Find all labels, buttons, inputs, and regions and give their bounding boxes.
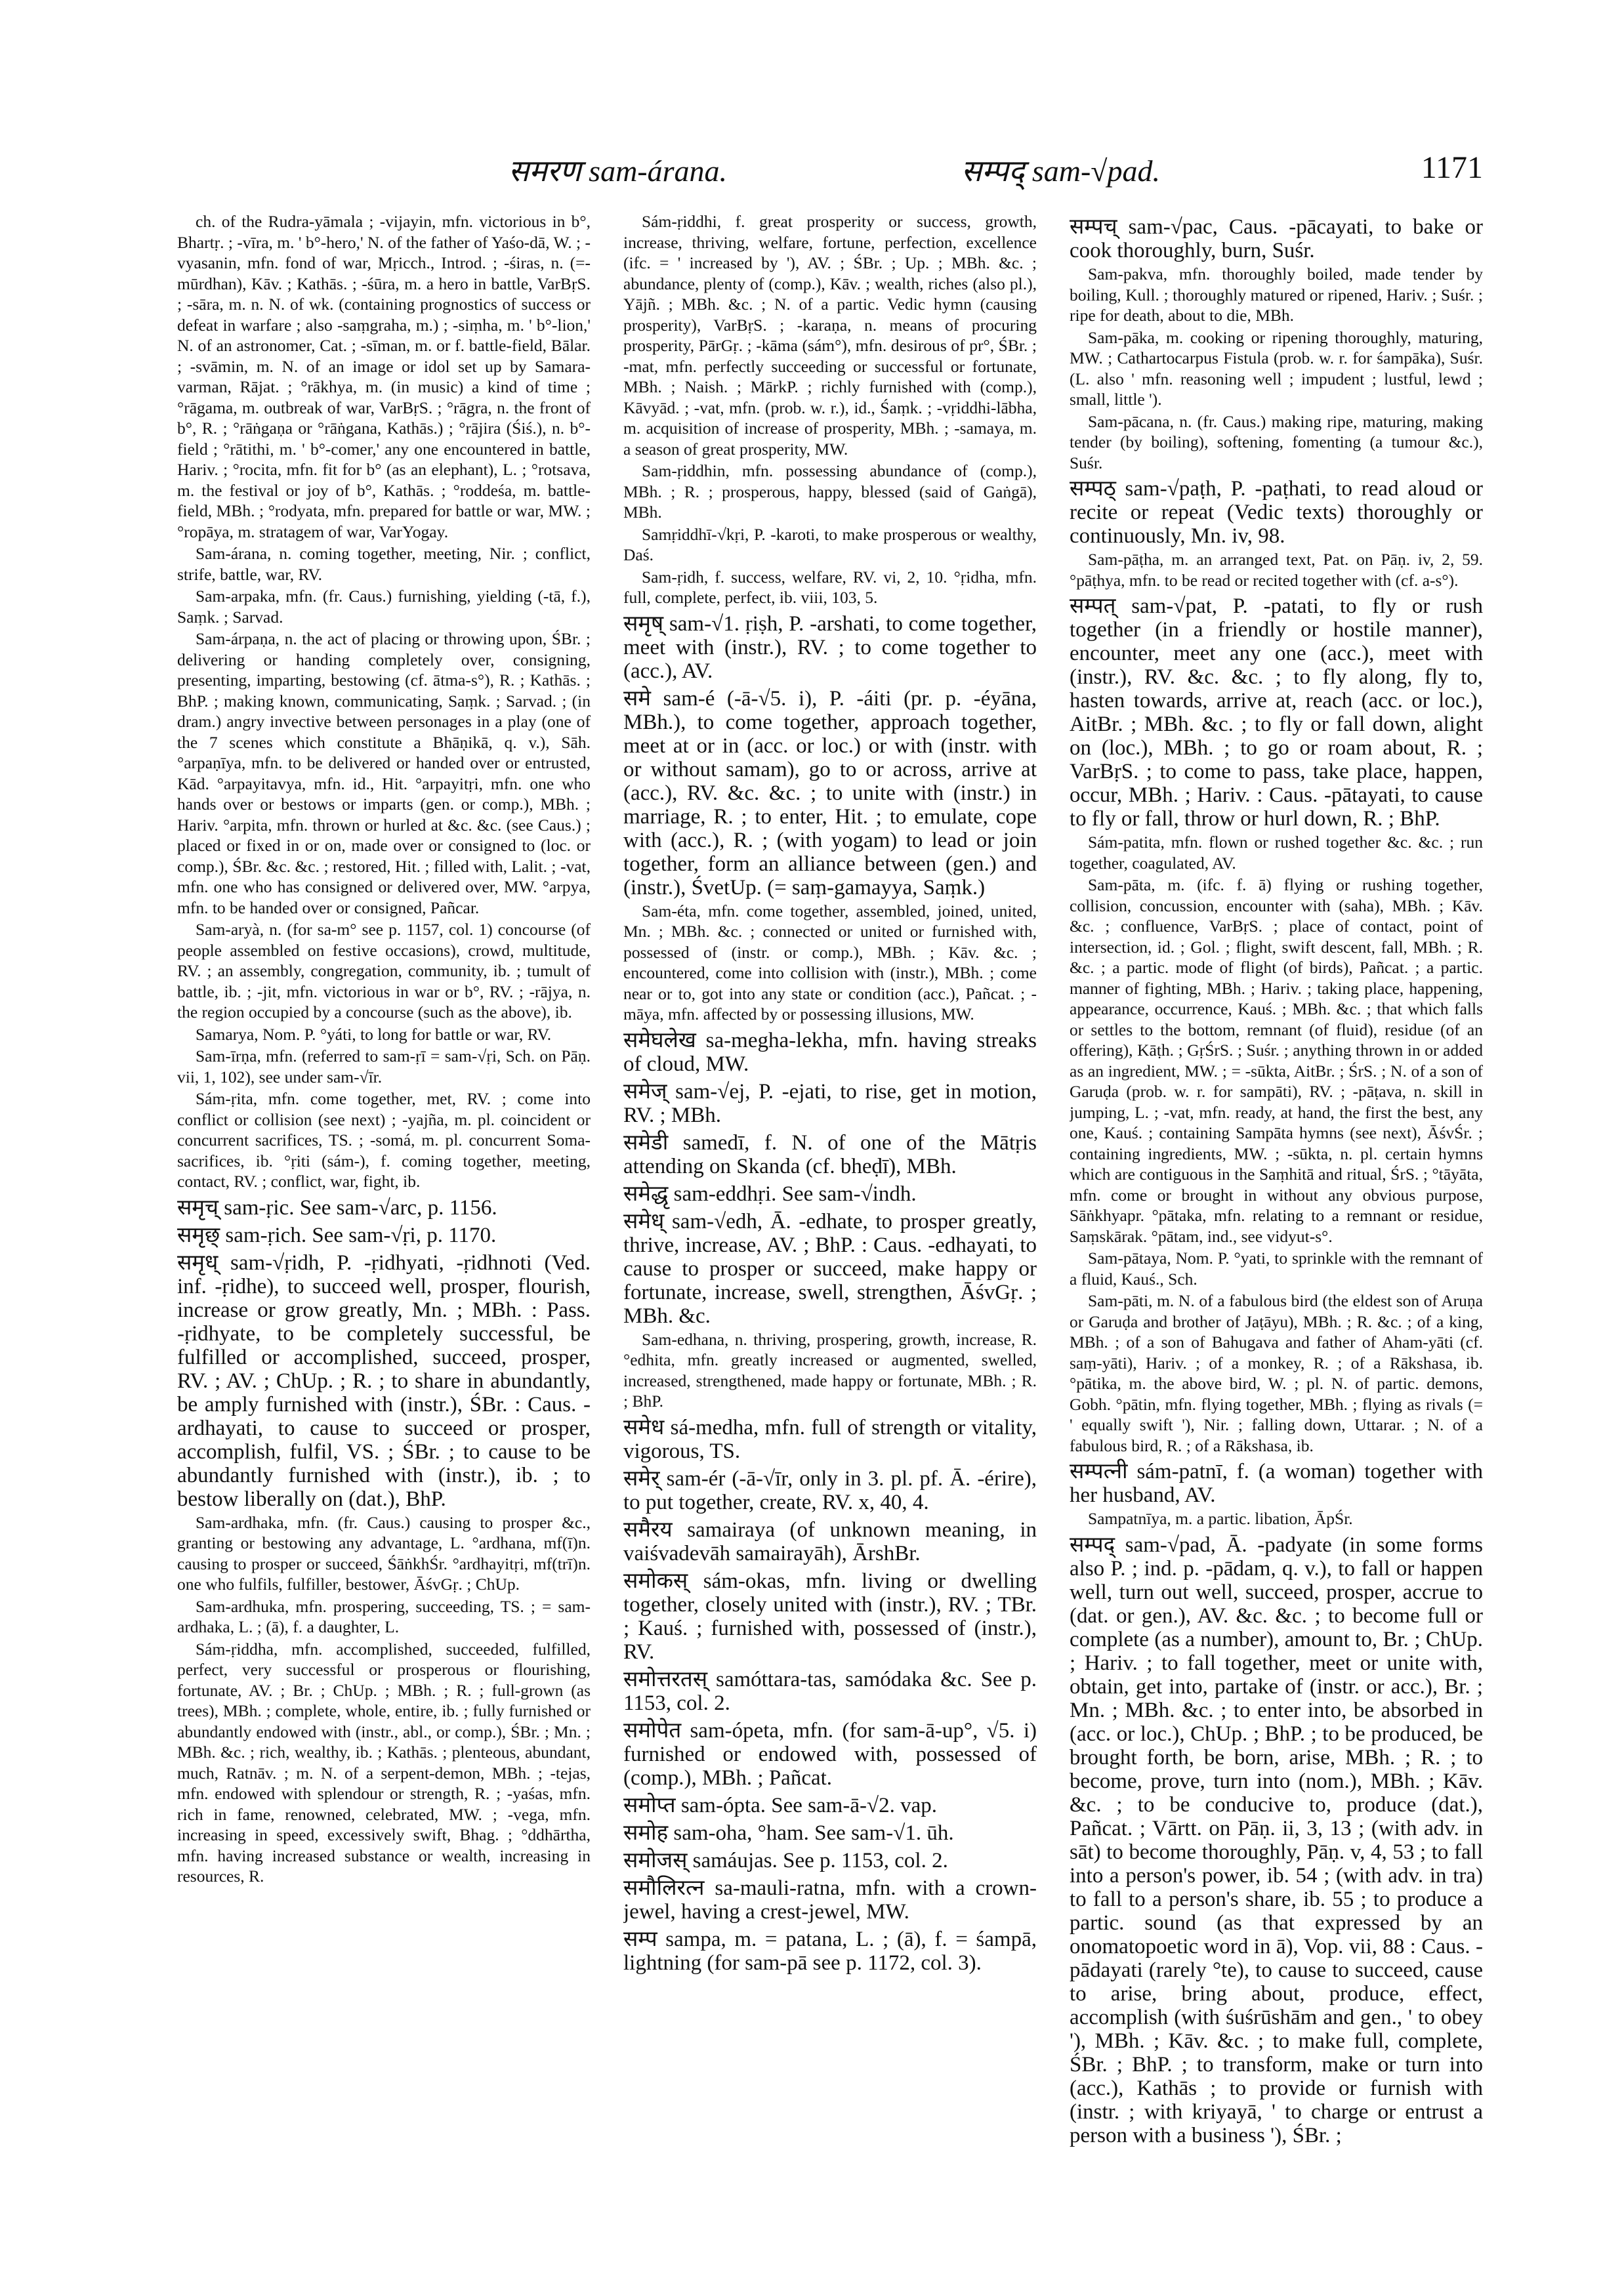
dictionary-entry: समेज् sam-√ej, P. -ejati, to rise, get in motion, RV. ; MBh. <box>623 1079 1037 1127</box>
dictionary-entry: Sam-pātaya, Nom. P. °yati, to sprinkle with the remnant of a fluid, Kauś., Sch. <box>1070 1249 1483 1289</box>
dictionary-entry: Sam-ṛiddhin, mfn. possessing abundance of (comp.), MBh. ; R. ; prosperous, happy, blessed (said of Gaṅgā), MBh. <box>623 461 1037 522</box>
dictionary-entry: Samṛiddhī-√kṛi, P. -karoti, to make prosperous or wealthy, Daś. <box>623 524 1037 564</box>
dictionary-entry: Sam-árpaṇa, n. the act of placing or throwing upon, ŚBr. ; delivering or handing completely over, consigning, presenting, imparting, bestowing (cf. ātma-s°), R. ; Kathās. ; BhP. ; making known, communicating, Saṃk. ; Sarvad. ; (in dram.) angry invective between personages in a play (one of the 7 scenes which constitute a Bhāṇikā, q. v.), Sāh. °arpaṇīya, mfn. to be delivered or handed over or entrusted, Kād. °arpayitavya, mfn. id., Hit. °arpayitṛi, mfn. one who hands over or bestows or imparts (gen. or comp.), MBh. ; Hariv. °arpita, mfn. thrown or hurled at &c. &c. (see Caus.) ; placed or fixed in or on, made over or consigned to (loc. or comp.), ŚBr. &c. &c. ; restored, Hit. ; filled with, Lalit. ; -vat, mfn. one who has consigned or delivered over, MW. °arpya, mfn. to be handed over or consigned, Pañcar. <box>177 629 591 917</box>
dictionary-entry: Sam-edhana, n. thriving, prospering, growth, increase, R. °edhita, mfn. greatly increased or augmented, swelled, increased, strengthened, made happy or fortunate, MBh. ; R. ; BhP. <box>623 1329 1037 1411</box>
dictionary-entry: Sam-pakva, mfn. thoroughly boiled, made tender by boiling, Kull. ; thoroughly matured or ripened, Hariv. ; Suśr. ; ripe for death, about to die, MBh. <box>1070 264 1483 325</box>
page-number: 1171 <box>1421 150 1483 185</box>
dictionary-entry: समेध sá-medha, mfn. full of strength or vitality, vigorous, TS. <box>623 1415 1037 1463</box>
dictionary-entry: Sam-ṛidh, f. success, welfare, RV. vi, 2, 10. °ṛidha, mfn. full, complete, perfect, ib. viii, 103, 5. <box>623 567 1037 607</box>
dictionary-entry: Sam-ardhuka, mfn. prospering, succeeding, TS. ; = sam-ardhaka, L. ; (ā), f. a daughter, L. <box>177 1596 591 1636</box>
column-3 <box>1070 211 1483 2235</box>
dictionary-entry: ch. of the Rudra-yāmala ; -vijayin, mfn. victorious in b°, Bhartṛ. ; -vīra, m. ' b°-hero,' N. of the father of Yaśo-dā, W. ; -vyasanin, mfn. fond of war, Mṛicch., Introd. ; -śiras, n. (=-mūrdhan), Kāv. ; Kathās. ; -śūra, m. a hero in battle, VarBṛS. ; -sāra, m. n. N. of wk. (containing prognostics of success or defeat in warfare ; also -saṃgraha, m.) ; -siṃha, m. ' b°-lion,' N. of an astronomer, Cat. ; -sīman, m. or f. battle-field, Bālar. ; -svāmin, m. N. of an image or idol set up by Samara-varman, Rājat. ; °rākhya, m. (in music) a kind of time ; °rāgama, m. outbreak of war, VarBṛS. ; °rāgra, n. the front of b°, R. ; °rāṅgaṇa or °rāṅgana, Kathās.) ; °rājira (Śiś.), n. b°-field ; °rātithi, m. ' b°-comer,' any one encountered in battle, Hariv. ; °rocita, mfn. fit for b° (as an elephant), L. ; °rotsava, m. the festival or joy of b°, Kathās. ; °roddeśa, m. battle-field, MBh. ; °rodyata, mfn. prepared for battle or war, MW. ; °ropāya, m. stratagem of war, VarYogay. <box>177 212 591 541</box>
dictionary-entry: Sam-ardhaka, mfn. (fr. Caus.) causing to prosper &c., granting or bestowing any advantage, L. °ardhana, mf(ī)n. causing to prosper or succeed, ŚāṅkhŚr. °ardhayitṛi, mf(trī)n. one who fulfils, fulfiller, bestower, ĀśvGṛ. ; ChUp. <box>177 1512 591 1594</box>
right-guide-word: सम्पद् sam-√pad. <box>961 154 1161 188</box>
dictionary-entry: समोत्तरतस् samóttara-tas, samódaka &c. See p. 1153, col. 2. <box>623 1667 1037 1715</box>
dictionary-entry: समोजस् samáujas. See p. 1153, col. 2. <box>623 1848 948 1872</box>
dictionary-entry: समृच् sam-ṛic. See sam-√arc, p. 1156. <box>177 1195 497 1220</box>
dictionary-entry: समे sam-é (-ā-√5. i), P. -áiti (pr. p. -éyāna, MBh.), to come together, approach together, meet at or in (acc. or loc.) or with (instr. with or without samam), go to or across, arrive at (acc.), RV. &c. &c. ; to unite with (instr.) in marriage, R. ; to enter, Hit. ; to emulate, cope with (acc.), R. ; (with yogam) to lead or join together, form an alliance between (gen.) and (instr.), ŚvetUp. (= saṃ-gamayya, Saṃk.) <box>623 686 1037 899</box>
page-header <box>177 150 1483 196</box>
dictionary-entry: Sampatnīya, m. a partic. libation, ĀpŚr. <box>1088 1509 1353 1528</box>
dictionary-columns <box>177 211 1483 2235</box>
dictionary-entry: Sám-ṛita, mfn. come together, met, RV. ; come into conflict or collision (see next) ; -yajña, m. pl. coincident or concurrent sacrifices, TS. ; -somá, m. pl. concurrent Soma-sacrifices, ib. °ṛiti (sám-), f. coming together, meeting, contact, RV. ; conflict, war, fight, ib. <box>177 1089 591 1191</box>
dictionary-entry: Sam-īrṇa, mfn. (referred to sam-ṛī = sam-√ṛi, Sch. on Pāṇ. vii, 1, 102), see under sam-√īr. <box>177 1046 591 1086</box>
dictionary-entry: सम्पच् sam-√pac, Caus. -pācayati, to bake or cook thoroughly, burn, Suśr. <box>1070 215 1483 262</box>
dictionary-entry: समेर् sam-ér (-ā-√īr, only in 3. pl. pf. Ā. -érire), to put together, create, RV. x, 40, 4. <box>623 1466 1037 1514</box>
dictionary-entry: समोपेत sam-ópeta, mfn. (for sam-ā-up°, √5. i) furnished or endowed with, possessed of (comp.), MBh. ; Pañcat. <box>623 1718 1037 1790</box>
dictionary-entry: Sám-ṛiddha, mfn. accomplished, succeeded, fulfilled, perfect, very successful or prosperous or flourishing, fortunate, AV. ; Br. ; ChUp. ; MBh. ; R. ; full-grown (as trees), MBh. ; complete, whole, entire, ib. ; fully furnished or abundantly endowed with (instr., abl., or comp.), ŚBr. ; Mn. ; MBh. &c. ; rich, wealthy, ib. ; Kathās. ; plenteous, abundant, much, Ratnāv. ; m. N. of a serpent-demon, MBh. ; -tejas, mfn. endowed with splendour or strength, R. ; -yaśas, mfn. rich in fame, renowned, celebrated, MW. ; -vega, mfn. increasing in speed, excessively swift, Bhag. ; °ddhārtha, mfn. having increased substance or wealth, increasing in resources, R. <box>177 1639 591 1886</box>
left-guide-word: समरण sam-árana. <box>509 154 728 188</box>
dictionary-entry: Sám-patita, mfn. flown or rushed together &c. &c. ; run together, coagulated, AV. <box>1070 833 1483 873</box>
column-2 <box>623 211 1037 2235</box>
dictionary-entry: समोकस् sám-okas, mfn. living or dwelling together, closely united with (instr.), RV. ; TBr. ; Kauś. ; furnished with, possessed of (instr.), RV. <box>623 1569 1037 1664</box>
dictionary-entry: सम्पत्नी sám-patnī, f. (a woman) together with her husband, AV. <box>1070 1460 1483 1507</box>
dictionary-entry: Sam-pāṭha, m. an arranged text, Pat. on Pāṇ. iv, 2, 59. °pāṭhya, mfn. to be read or recited together with (cf. a-s°). <box>1070 550 1483 590</box>
dictionary-entry: समेद्धृ sam-eddhṛi. See sam-√indh. <box>623 1182 917 1206</box>
dictionary-entry: समेध् sam-√edh, Ā. -edhate, to prosper greatly, thrive, increase, AV. ; BhP. : Caus. -edhayati, to cause to prosper or succeed, make happy or fortunate, increase, swell, strengthen, ĀśvGṛ. ; MBh. &c. <box>623 1209 1037 1328</box>
dictionary-entry: समृष् sam-√1. ṛiṣh, P. -arshati, to come together, meet with (instr.), RV. ; to come together to (acc.), AV. <box>623 611 1037 683</box>
dictionary-entry: Samarya, Nom. P. °yáti, to long for battle or war, RV. <box>196 1024 552 1044</box>
dictionary-entry: Sam-pāti, m. N. of a fabulous bird (the eldest son of Aruṇa or Garuḍa and brother of Jaṭāyu), MBh. ; R. &c. ; of a king, MBh. ; of a son of Bahugava and father of Aham-yāti (cf. saṃ-yāti), Hariv. ; of a monkey, R. ; of a Rākshasa, ib. °pātika, m. the above bird, W. ; pl. N. of partic. demons, Gobh. °pātin, mfn. flying together, MBh. ; flying as rivals (= ' equally swift '), Nir. ; falling down, Uttarar. ; N. of a fabulous bird, R. ; of a Rākshasa, ib. <box>1070 1291 1483 1455</box>
dictionary-entry: Sam-pāta, m. (ifc. f. ā) flying or rushing together, collision, concussion, encounter with (saha), MBh. ; Kāv. &c. ; confluence, VarBṛS. ; place of contact, point of intersection, id. ; Gol. ; flight, swift descent, fall, MBh. ; R. &c. ; a partic. mode of flight (of birds), Pañcat. ; a partic. manner of fighting, MBh. ; Hariv. ; taking place, happening, appearance, occurrence, Kauś. ; MBh. &c. ; that which falls or settles to the bottom, remnant (of fluid), residue (of an offering), Kāṭh. ; GṛŚrS. ; Suśr. ; anything thrown in or added as an ingredient, MW. ; = -sūkta, AitBr. ; ŚrS. ; N. of a son of Garuḍa (prob. w. r. for sampāti), RV. ; -pāṭava, n. skill in jumping, L. ; -vat, mfn. ready, at hand, the first the best, any one, Kauś. ; containing Sampāta hymns (see next), ĀśvŚr. ; containing ingredients, MW. ; -sūkta, n. pl. certain hymns which are contiguous in the Saṃhitā and ritual, ŚrS. ; °tāyāta, mfn. come or brought in without any obvious purpose, Sāṅkhyapr. °pātaka, mfn. relating to a remnant or residue, Saṃskārak. °pātam, ind., see vidyut-s°. <box>1070 875 1483 1246</box>
dictionary-entry: सम्प sampa, m. = patana, L. ; (ā), f. = śampā, lightning (for sam-pā see p. 1172, col. 3). <box>623 1927 1037 1975</box>
dictionary-entry: Sam-árana, n. coming together, meeting, Nir. ; conflict, strife, battle, war, RV. <box>177 544 591 584</box>
dictionary-entry: सम्पठ् sam-√paṭh, P. -paṭhati, to read aloud or recite or repeat (Vedic texts) thoroughly or continuously, Mn. iv, 98. <box>1070 477 1483 548</box>
dictionary-entry: समृछ् sam-ṛich. See sam-√ṛi, p. 1170. <box>177 1223 497 1247</box>
dictionary-entry: Sam-éta, mfn. come together, assembled, joined, united, Mn. ; MBh. &c. ; connected or united or furnished with, possessed of (instr. or comp.), MBh. ; Kāv. &c. ; encountered, come into collision with (instr.), MBh. ; come near or to, got into any state or condition (acc.), Pañcat. ; -māya, mfn. affected by or possessing illusions, MW. <box>623 901 1037 1023</box>
column-1 <box>177 211 591 2235</box>
dictionary-entry: Sam-pācana, n. (fr. Caus.) making ripe, maturing, making tender (by boiling), softening, fomenting (a tumour &c.), Suśr. <box>1070 411 1483 472</box>
dictionary-entry: समृध् sam-√ṛidh, P. -ṛidhyati, -ṛidhnoti (Ved. inf. -ṛidhe), to succeed well, prosper, flourish, increase or grow greatly, Mn. ; MBh. : Pass. -ṛidhyate, to be completely successful, be fulfilled or accomplished, succeed, prosper, RV. ; AV. ; ChUp. ; R. ; to share in abundantly, be amply furnished with (instr.), ŚBr. : Caus. -ardhayati, to cause to succeed or prosper, accomplish, fulfil, VS. ; ŚBr. ; to cause to be abundantly furnished with (instr.), ib. ; to bestow liberally on (dat.), BhP. <box>177 1251 591 1511</box>
dictionary-entry: Sam-arpaka, mfn. (fr. Caus.) furnishing, yielding (-tā, f.), Saṃk. ; Sarvad. <box>177 587 591 627</box>
dictionary-entry: Sam-pāka, m. cooking or ripening thoroughly, maturing, MW. ; Cathartocarpus Fistula (prob. w. r. for śampāka), Suśr. (L. also ' mfn. reasoning well ; impudent ; lustful, lewd ; small, little '). <box>1070 327 1483 409</box>
dictionary-entry: समेघलेख sa-megha-lekha, mfn. having streaks of cloud, MW. <box>623 1028 1037 1076</box>
dictionary-entry: Sám-ṛiddhi, f. great prosperity or success, growth, increase, thriving, welfare, fortune, perfection, excellence (ifc. = ' increased by '), AV. ; ŚBr. ; Up. ; MBh. &c. ; abundance, plenty of (comp.), Kāv. ; wealth, riches (also pl.), Yājñ. ; MBh. &c. ; N. of a partic. Vedic hymn (causing prosperity), VarBṛS. ; -karaṇa, n. means of procuring prosperity, PārGṛ. ; -kāma (sám°), mfn. desirous of pr°, ŚBr. ; -mat, mfn. perfectly succeeding or successful or fortunate, MBh. ; Naish. ; MārkP. ; richly furnished with (comp.), Kāvyād. ; -vat, mfn. (prob. w. r.), id., Śaṃk. ; -vṛiddhi-lābha, m. acquisition of increase of prosperity, MBh. ; -samaya, m. a season of great prosperity, MW. <box>623 212 1037 459</box>
dictionary-entry: समोप्त sam-ópta. See sam-ā-√2. vap. <box>623 1793 937 1817</box>
dictionary-entry: समेडी samedī, f. N. of one of the Mātṛis attending on Skanda (cf. bheḍī), MBh. <box>623 1130 1037 1178</box>
dictionary-entry: समैरय samairaya (of unknown meaning, in vaiśvadevāh samairayāh), ĀrshBr. <box>623 1518 1037 1565</box>
dictionary-entry: समौलिरत्न sa-mauli-ratna, mfn. with a crown-jewel, having a crest-jewel, MW. <box>623 1876 1037 1924</box>
dictionary-entry: Sam-aryà, n. (for sa-m° see p. 1157, col. 1) concourse (of people assembled on festive occasions), crowd, multitude, RV. ; an assembly, congregation, community, ib. ; tumult of battle, ib. ; -jit, mfn. victorious in war or b°, RV. ; -rājya, n. the region occupied by a concourse (such as the above), ib. <box>177 920 591 1022</box>
dictionary-entry: समोह sam-oha, °ham. See sam-√1. ūh. <box>623 1821 954 1845</box>
dictionary-entry: सम्पत् sam-√pat, P. -patati, to fly or rush together (in a friendly or hostile manner), encounter, meet any one (acc.), meet with (instr.), RV. &c. &c. ; to fly along, fly to, hasten towards, arrive at, reach (acc. or loc.), AitBr. ; MBh. &c. ; to fly or fall down, alight on (loc.), MBh. ; to go or roam about, R. ; VarBṛS. ; to come to pass, take place, happen, occur, MBh. ; Hariv. : Caus. -pātayati, to cause to fly or fall, throw or hurl down, R. ; BhP. <box>1070 594 1483 831</box>
dictionary-entry: सम्पद् sam-√pad, Ā. -padyate (in some forms also P. ; ind. p. -pādam, q. v.), to fall or happen well, turn out well, succeed, prosper, accrue to (dat. or gen.), AV. &c. &c. ; to become full or complete (as a number), amount to, Br. ; ChUp. ; Hariv. ; to fall together, meet or unite with, obtain, get into, partake of (instr. or acc.), Br. ; Mn. ; MBh. &c. ; to enter into, be absorbed in (acc. or loc.), ChUp. ; BhP. ; to be produced, be brought forth, be born, arise, MBh. ; R. ; to become, prove, turn into (nom.), MBh. ; Kāv. &c. ; to be conducive to, produce (dat.), Pañcat. ; Vārtt. on Pāṇ. ii, 3, 13 ; (with adv. in sāt) to become thoroughly, Pāṇ. v, 4, 53 ; to fall into a person's power, ib. 54 ; (with adv. in tra) to fall to a person's share, ib. 55 ; to produce a partic. sound (as that expressed by an onomatopoetic word in ā), Vop. vii, 88 : Caus. -pādayati (rarely °te), to cause to succeed, cause to arise, bring about, produce, effect, accomplish (with śuśrūshām and gen., ' to obey '), MBh. ; Kāv. &c. ; to make full, complete, ŚBr. ; BhP. ; to transform, make or turn into (acc.), Kathās ; to provide or furnish with (instr. ; with kriyayā, ' to charge or entrust a person with a business '), ŚBr. ; <box>1070 1533 1483 2147</box>
